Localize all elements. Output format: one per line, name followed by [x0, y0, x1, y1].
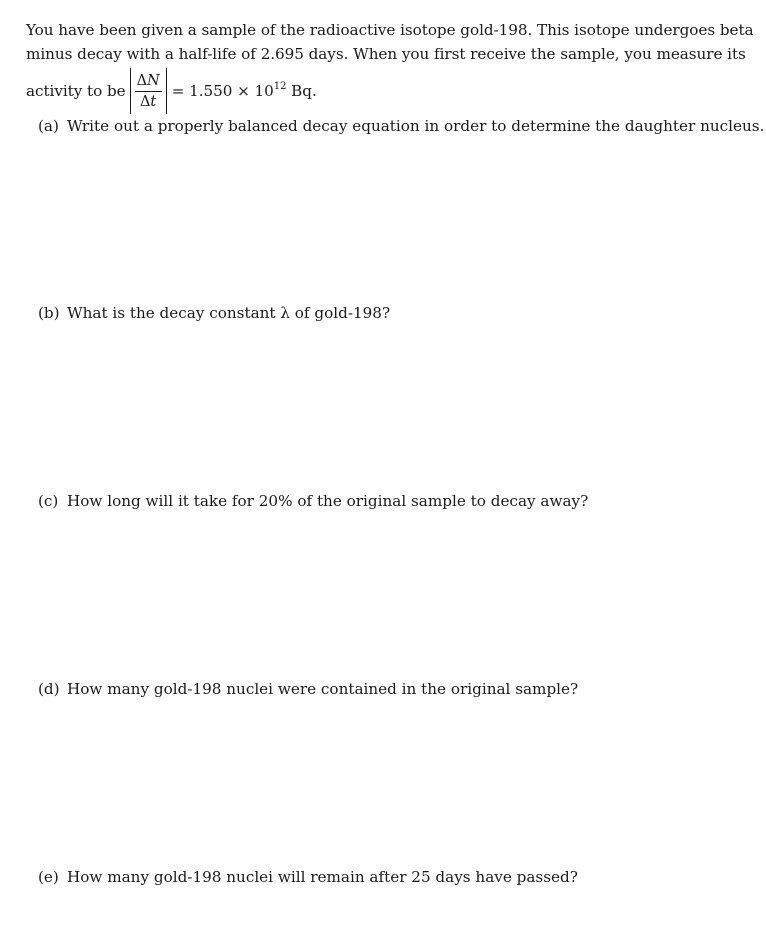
intro-line-1: You have been given a sample of the radioactive isotope gold-198. This isotope undergoes beta — [26, 21, 754, 39]
intro-line-3 — [26, 66, 736, 116]
question-b — [38, 303, 390, 323]
question-c — [38, 491, 588, 511]
intro-line-2: minus decay with a half-life of 2.695 days. When you first receive the sample, you measure its — [26, 45, 746, 63]
fraction-denominator: Δt — [139, 93, 157, 110]
question-label: (d) — [38, 680, 60, 698]
problem-intro — [26, 18, 754, 116]
fraction-bar — [135, 91, 162, 92]
question-e — [38, 867, 578, 887]
question-text: How many gold-198 nuclei will remain after 25 days have passed? — [67, 868, 578, 886]
question-label: (a) — [38, 117, 59, 135]
question-label: (b) — [38, 304, 60, 322]
question-a — [38, 116, 764, 136]
question-text: How long will it take for 20% of the original sample to decay away? — [67, 492, 589, 510]
question-label: (e) — [38, 868, 59, 886]
question-text: Write out a properly balanced decay equation in order to determine the daughter nucleus. — [67, 117, 765, 135]
question-text: What is the decay constant λ of gold-198? — [67, 304, 391, 322]
fraction-numerator: ΔN — [136, 72, 160, 89]
question-label: (c) — [38, 492, 59, 510]
activity-exponent: 12 — [273, 80, 287, 92]
question-text: How many gold-198 nuclei were contained in the original sample? — [67, 680, 579, 698]
question-d — [38, 679, 578, 699]
activity-fraction — [135, 72, 162, 111]
absolute-value-bars — [130, 68, 167, 114]
activity-prefix: activity to be — [26, 82, 126, 100]
activity-value: = $1.550 \times 10^{12}$ Bq. — [171, 80, 317, 100]
